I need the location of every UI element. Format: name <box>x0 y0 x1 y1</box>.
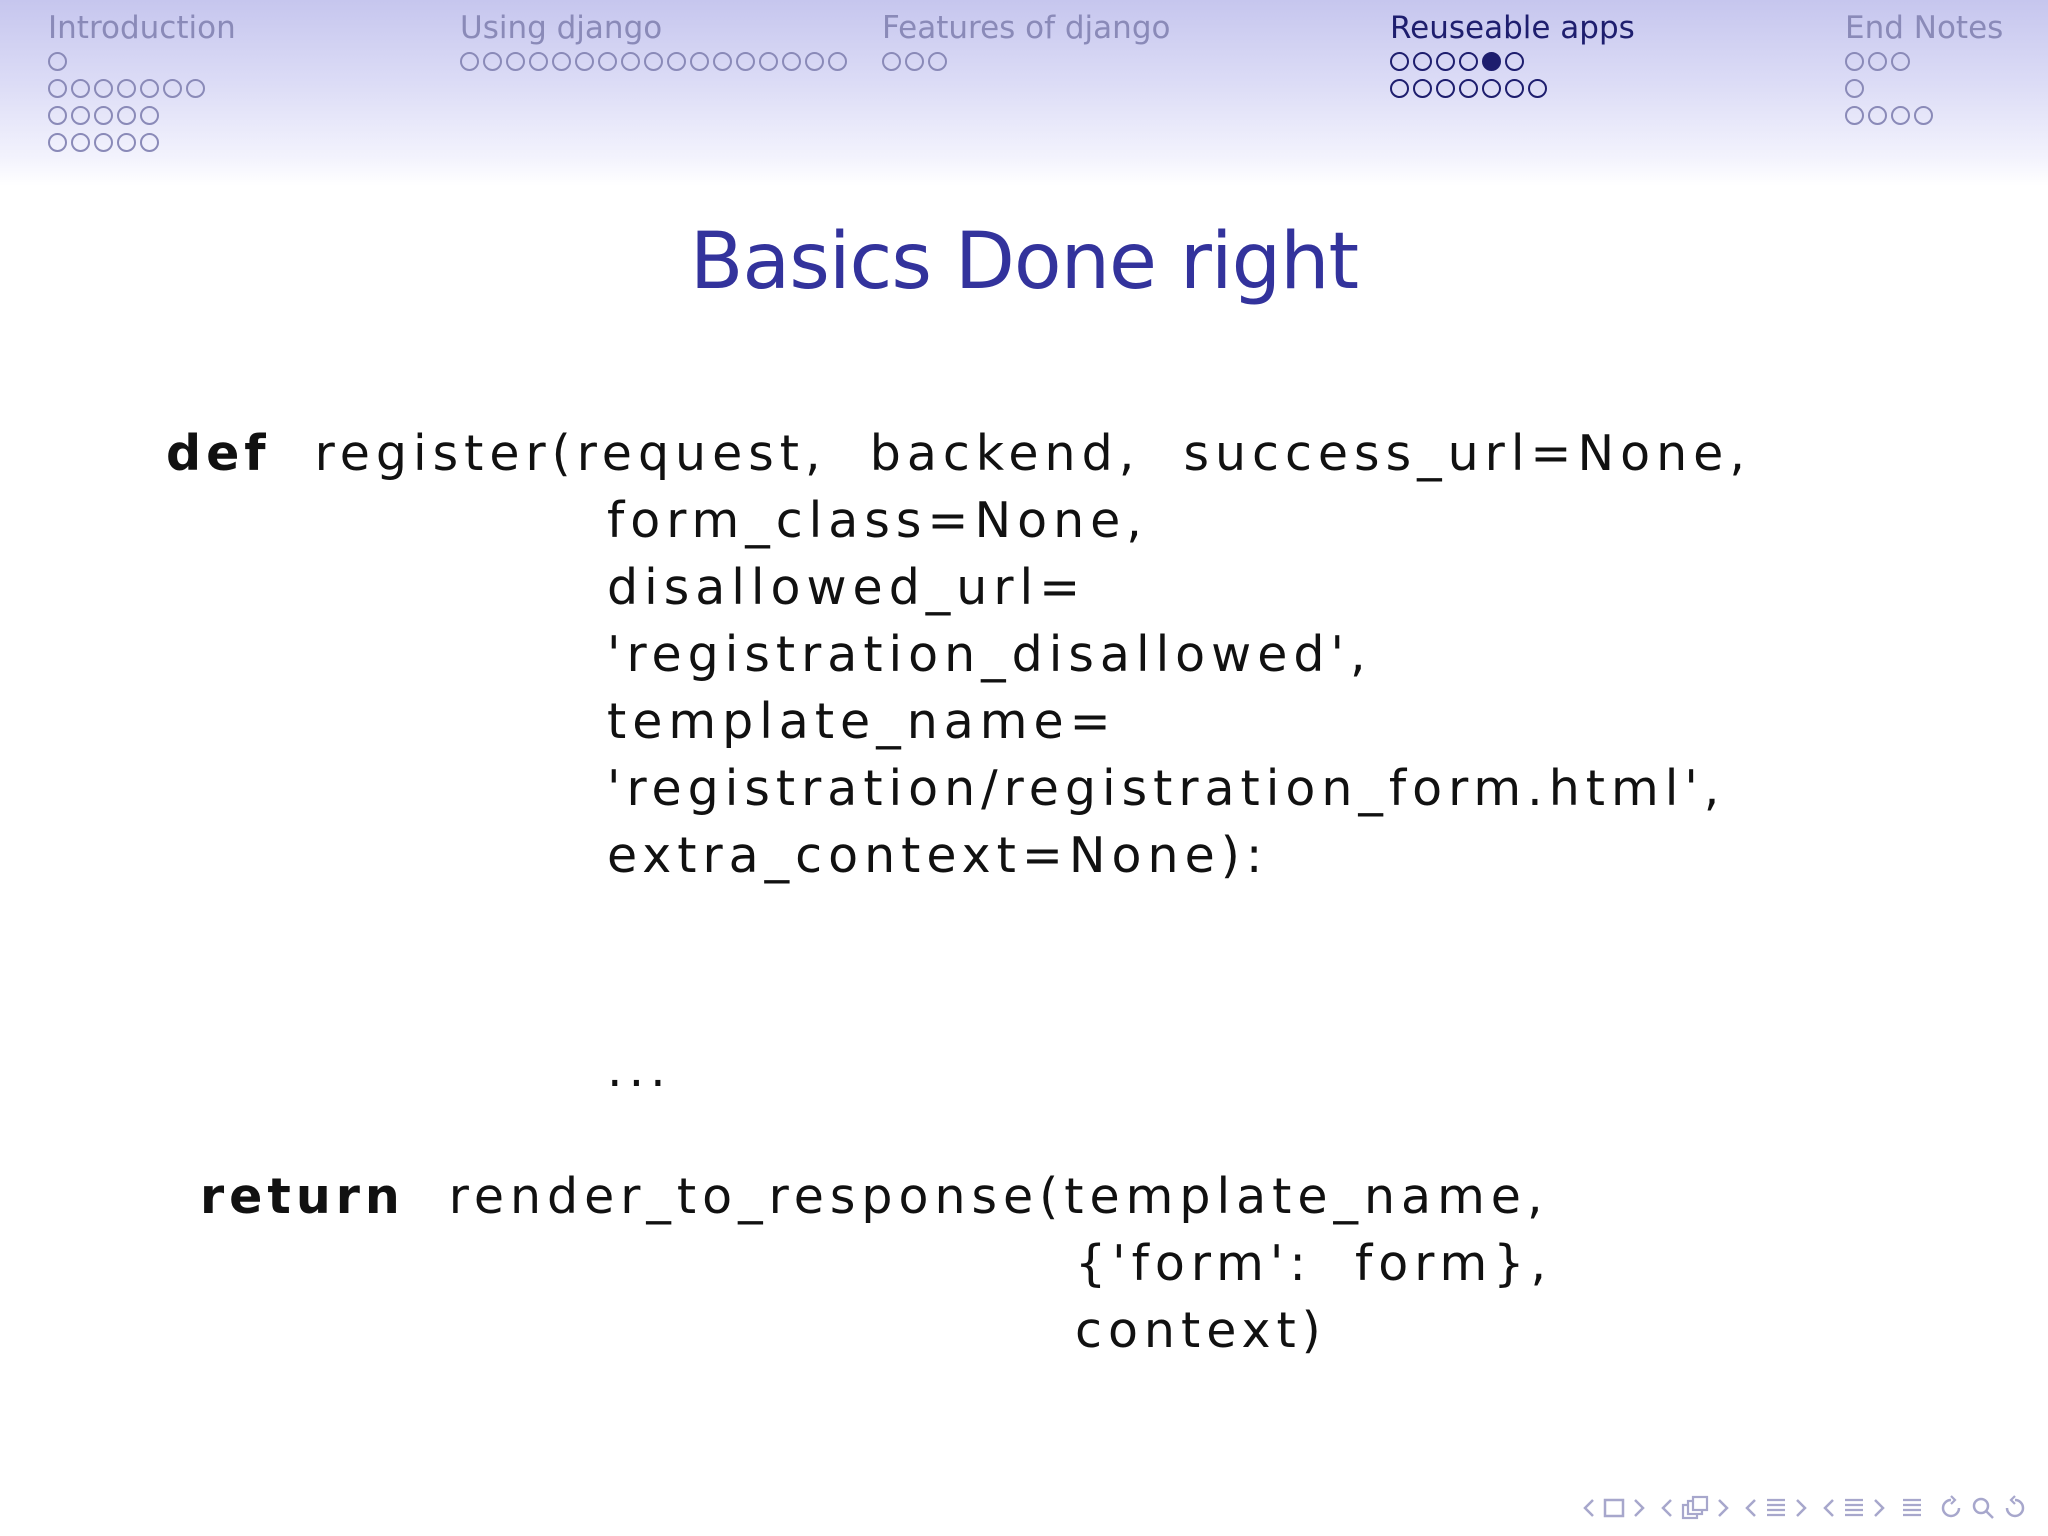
nav-dot[interactable] <box>163 79 182 98</box>
nav-section-dots <box>882 48 1170 75</box>
nav-dot[interactable] <box>140 106 159 125</box>
nav-dot[interactable] <box>667 52 686 71</box>
code-ellipsis: ... <box>607 1041 672 1098</box>
presentation-icon[interactable] <box>1842 1495 1866 1521</box>
nav-dot[interactable] <box>1868 106 1887 125</box>
align-nav-group <box>1900 1495 1924 1521</box>
nav-dot[interactable] <box>140 79 159 98</box>
nav-section-title[interactable]: Features of django <box>882 10 1171 46</box>
arrow-right-icon[interactable] <box>1872 1497 1886 1519</box>
nav-dot-row <box>48 48 236 75</box>
code-line-disallowed-url: disallowed_url= <box>607 559 1087 616</box>
code-line-template-value: 'registration/registration_form.html', <box>607 760 1726 817</box>
section-nav-group <box>1744 1495 1808 1521</box>
nav-dot[interactable] <box>905 52 924 71</box>
nav-dot[interactable] <box>460 52 479 71</box>
nav-dot[interactable] <box>928 52 947 71</box>
nav-dot[interactable] <box>1845 106 1864 125</box>
nav-dot[interactable] <box>117 106 136 125</box>
nav-dot[interactable] <box>117 133 136 152</box>
section-navigation-bar <box>0 0 2048 186</box>
def-keyword: def <box>166 425 271 482</box>
nav-dot-row <box>1390 75 1635 102</box>
nav-dot[interactable] <box>1845 52 1864 71</box>
nav-dot[interactable] <box>1891 106 1910 125</box>
nav-dot[interactable] <box>140 133 159 152</box>
nav-dot[interactable] <box>94 79 113 98</box>
frame-icon[interactable] <box>1602 1497 1626 1519</box>
nav-dot[interactable] <box>1914 106 1933 125</box>
nav-dot-current[interactable] <box>1482 52 1501 71</box>
nav-section-dots <box>460 48 847 75</box>
nav-dot[interactable] <box>1436 52 1455 71</box>
nav-dot[interactable] <box>644 52 663 71</box>
nav-dot[interactable] <box>506 52 525 71</box>
nav-dot[interactable] <box>1390 52 1409 71</box>
align-icon[interactable] <box>1900 1495 1924 1521</box>
code-line-context: context) <box>1075 1302 1327 1359</box>
nav-dot[interactable] <box>713 52 732 71</box>
nav-dot[interactable] <box>805 52 824 71</box>
nav-dot[interactable] <box>1505 79 1524 98</box>
nav-section-title[interactable]: End Notes <box>1845 10 2004 46</box>
nav-section-title[interactable]: Using django <box>460 10 663 46</box>
nav-dot[interactable] <box>1459 79 1478 98</box>
nav-dot[interactable] <box>598 52 617 71</box>
code-line-extra-context: extra_context=None): <box>607 827 1269 884</box>
nav-dot[interactable] <box>71 106 90 125</box>
subsection-icon[interactable] <box>1680 1494 1710 1522</box>
nav-section-end-notes <box>1845 8 2003 129</box>
nav-dot[interactable] <box>71 133 90 152</box>
nav-dot[interactable] <box>48 106 67 125</box>
arrow-left-icon[interactable] <box>1744 1497 1758 1519</box>
nav-dot-row <box>460 48 847 75</box>
nav-dot-row <box>48 129 236 156</box>
nav-section-title-current[interactable]: Reuseable apps <box>1390 10 1635 46</box>
arrow-left-icon[interactable] <box>1660 1497 1674 1519</box>
nav-dot[interactable] <box>575 52 594 71</box>
undo-icon[interactable] <box>1938 1495 1964 1521</box>
frame-title: Basics Done right <box>689 217 1359 307</box>
nav-section-using-django <box>460 8 847 75</box>
nav-section-features <box>882 8 1170 75</box>
code-text: render_to_response(template_name, <box>448 1168 1549 1225</box>
nav-dot-row <box>48 102 236 129</box>
frame-nav-group <box>1582 1497 1646 1519</box>
nav-dot[interactable] <box>1482 79 1501 98</box>
nav-dot[interactable] <box>552 52 571 71</box>
nav-dot[interactable] <box>690 52 709 71</box>
nav-dot[interactable] <box>759 52 778 71</box>
section-icon[interactable] <box>1764 1495 1788 1521</box>
nav-dot-row <box>48 75 236 102</box>
nav-section-dots <box>1390 48 1635 102</box>
arrow-right-icon[interactable] <box>1716 1497 1730 1519</box>
nav-dot[interactable] <box>736 52 755 71</box>
code-line-disallowed-value: 'registration_disallowed', <box>607 626 1372 683</box>
nav-section-dots <box>48 48 236 156</box>
nav-section-dots <box>1845 48 2003 129</box>
redo-icon[interactable] <box>2002 1495 2028 1521</box>
code-line-return <box>200 1164 1549 1230</box>
code-line-dict: {'form': form}, <box>1075 1235 1553 1292</box>
nav-dot[interactable] <box>1413 52 1432 71</box>
search-nav-group <box>1938 1495 2028 1521</box>
arrow-left-icon[interactable] <box>1582 1497 1596 1519</box>
return-keyword: return <box>200 1168 405 1225</box>
nav-dot[interactable] <box>882 52 901 71</box>
nav-dot[interactable] <box>483 52 502 71</box>
nav-dot[interactable] <box>1390 79 1409 98</box>
nav-dot[interactable] <box>621 52 640 71</box>
code-line-signature <box>166 421 1751 487</box>
nav-dot[interactable] <box>71 79 90 98</box>
nav-dot[interactable] <box>1891 52 1910 71</box>
arrow-right-icon[interactable] <box>1632 1497 1646 1519</box>
nav-dot[interactable] <box>529 52 548 71</box>
search-icon[interactable] <box>1970 1495 1996 1521</box>
nav-dot[interactable] <box>1845 79 1864 98</box>
nav-dot[interactable] <box>48 79 67 98</box>
nav-dot[interactable] <box>782 52 801 71</box>
presentation-nav-group <box>1822 1495 1886 1521</box>
nav-section-introduction <box>48 8 236 156</box>
code-line-form-class: form_class=None, <box>607 492 1148 549</box>
nav-dot[interactable] <box>1436 79 1455 98</box>
code-line-template-name: template_name= <box>607 693 1117 750</box>
nav-dot-row <box>1845 75 2003 102</box>
nav-dot-row <box>1845 102 2003 129</box>
nav-dot-row <box>1390 48 1635 75</box>
nav-dot[interactable] <box>1868 52 1887 71</box>
nav-dot[interactable] <box>94 133 113 152</box>
nav-dot-row <box>1845 48 2003 75</box>
beamer-navigation-symbols <box>1582 1494 2028 1522</box>
nav-dot[interactable] <box>828 52 847 71</box>
nav-dot[interactable] <box>94 106 113 125</box>
nav-section-title[interactable]: Introduction <box>48 10 236 46</box>
nav-dot[interactable] <box>1505 52 1524 71</box>
subsection-nav-group <box>1660 1494 1730 1522</box>
nav-section-reuseable-apps <box>1390 8 1635 102</box>
nav-dot[interactable] <box>1459 52 1478 71</box>
nav-dot-row <box>882 48 1170 75</box>
nav-dot[interactable] <box>48 52 67 71</box>
nav-dot[interactable] <box>117 79 136 98</box>
arrow-right-icon[interactable] <box>1794 1497 1808 1519</box>
nav-dot[interactable] <box>1528 79 1547 98</box>
nav-dot[interactable] <box>186 79 205 98</box>
arrow-left-icon[interactable] <box>1822 1497 1836 1519</box>
code-text: register(request, backend, success_url=None, <box>314 425 1751 482</box>
nav-dot[interactable] <box>48 133 67 152</box>
nav-dot[interactable] <box>1413 79 1432 98</box>
